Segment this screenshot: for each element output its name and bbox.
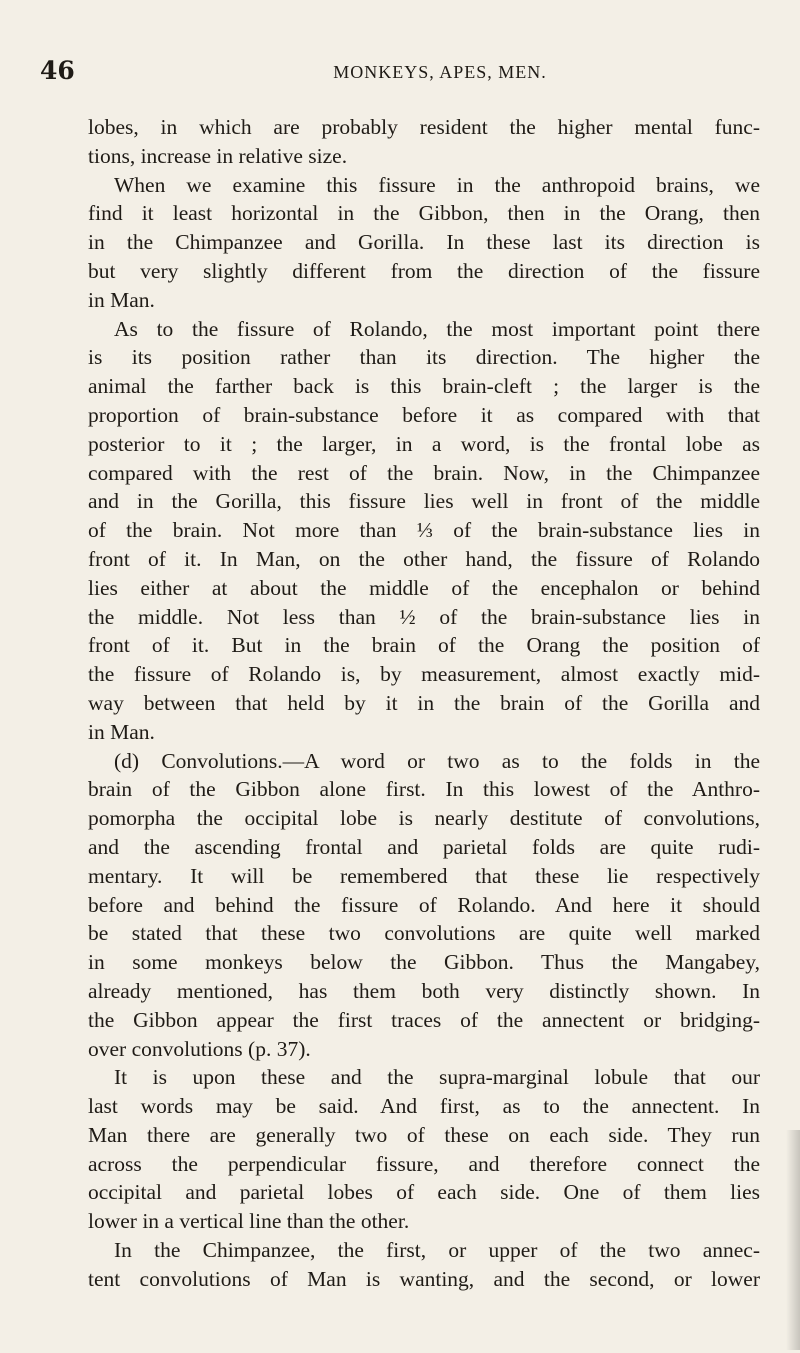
- text-line: brain of the Gibbon alone first. In this lowest of the Anthro-: [88, 777, 760, 802]
- page-edge-shadow: [786, 1130, 800, 1350]
- text-line: mentary. It will be remembered that these lie respectively: [88, 863, 760, 888]
- text-line: and in the Gorilla, this fissure lies well in front of the middle: [88, 489, 760, 514]
- text-line: When we examine this fissure in the anthropoid brains, we: [114, 172, 760, 197]
- text-line: before and behind the fissure of Rolando. And here it should: [88, 892, 760, 917]
- text-line: and the ascending frontal and parietal folds are quite rudi-: [88, 834, 760, 859]
- text-line: across the perpendicular fissure, and therefore connect the: [88, 1151, 760, 1176]
- text-line: front of it. But in the brain of the Orang the position of: [88, 633, 760, 658]
- text-line: be stated that these two convolutions are quite well marked: [88, 921, 760, 946]
- text-line: is its position rather than its direction. The higher the: [88, 345, 760, 370]
- text-line: tions, increase in relative size.: [88, 143, 348, 168]
- page-number: 46: [40, 56, 75, 85]
- page-header: [0, 52, 800, 92]
- text-line: of the brain. Not more than ⅓ of the brain-substance lies in: [88, 518, 760, 543]
- text-line: the middle. Not less than ½ of the brain-substance lies in: [88, 604, 760, 629]
- running-head: MONKEYS, APES, MEN.: [333, 62, 547, 82]
- body-text: [88, 113, 760, 1294]
- text-line: (d) Convolutions.—A word or two as to the folds in the: [114, 748, 760, 773]
- text-line: pomorpha the occipital lobe is nearly destitute of convolutions,: [88, 806, 760, 831]
- text-line: way between that held by it in the brain of the Gorilla and: [88, 690, 760, 715]
- text-line: in Man.: [88, 719, 155, 744]
- text-line: In the Chimpanzee, the first, or upper of the two annec-: [114, 1238, 760, 1263]
- text-line: already mentioned, has them both very distinctly shown. In: [88, 978, 760, 1003]
- text-line: compared with the rest of the brain. Now, in the Chimpanzee: [88, 460, 760, 485]
- text-line: in some monkeys below the Gibbon. Thus the Mangabey,: [88, 950, 760, 975]
- text-line: proportion of brain-substance before it as compared with that: [88, 402, 760, 427]
- text-line: but very slightly different from the direction of the fissure: [88, 258, 760, 283]
- text-line: tent convolutions of Man is wanting, and the second, or lower: [88, 1266, 760, 1291]
- text-line: in the Chimpanzee and Gorilla. In these last its direction is: [88, 230, 760, 255]
- text-line: over convolutions (p. 37).: [88, 1036, 311, 1061]
- text-line: the Gibbon appear the first traces of the annectent or bridging-: [88, 1007, 760, 1032]
- text-line: find it least horizontal in the Gibbon, then in the Orang, then: [88, 201, 760, 226]
- text-line: animal the farther back is this brain-cleft ; the larger is the: [88, 374, 760, 399]
- text-line: in Man.: [88, 287, 155, 312]
- text-line: occipital and parietal lobes of each side. One of them lies: [88, 1180, 760, 1205]
- text-line: As to the fissure of Rolando, the most important point there: [114, 316, 760, 341]
- text-line: lower in a vertical line than the other.: [88, 1209, 410, 1234]
- text-line: front of it. In Man, on the other hand, the fissure of Rolando: [88, 546, 760, 571]
- text-line: the fissure of Rolando is, by measurement, almost exactly mid-: [88, 662, 760, 687]
- text-line: lobes, in which are probably resident the higher mental func-: [88, 115, 760, 139]
- text-line: last words may be said. And first, as to the annectent. In: [88, 1094, 760, 1119]
- text-line: lies either at about the middle of the encephalon or behind: [88, 575, 760, 600]
- text-line: posterior to it ; the larger, in a word, is the frontal lobe as: [88, 431, 760, 456]
- text-line: It is upon these and the supra-marginal lobule that our: [114, 1065, 760, 1090]
- text-line: Man there are generally two of these on each side. They run: [88, 1122, 760, 1147]
